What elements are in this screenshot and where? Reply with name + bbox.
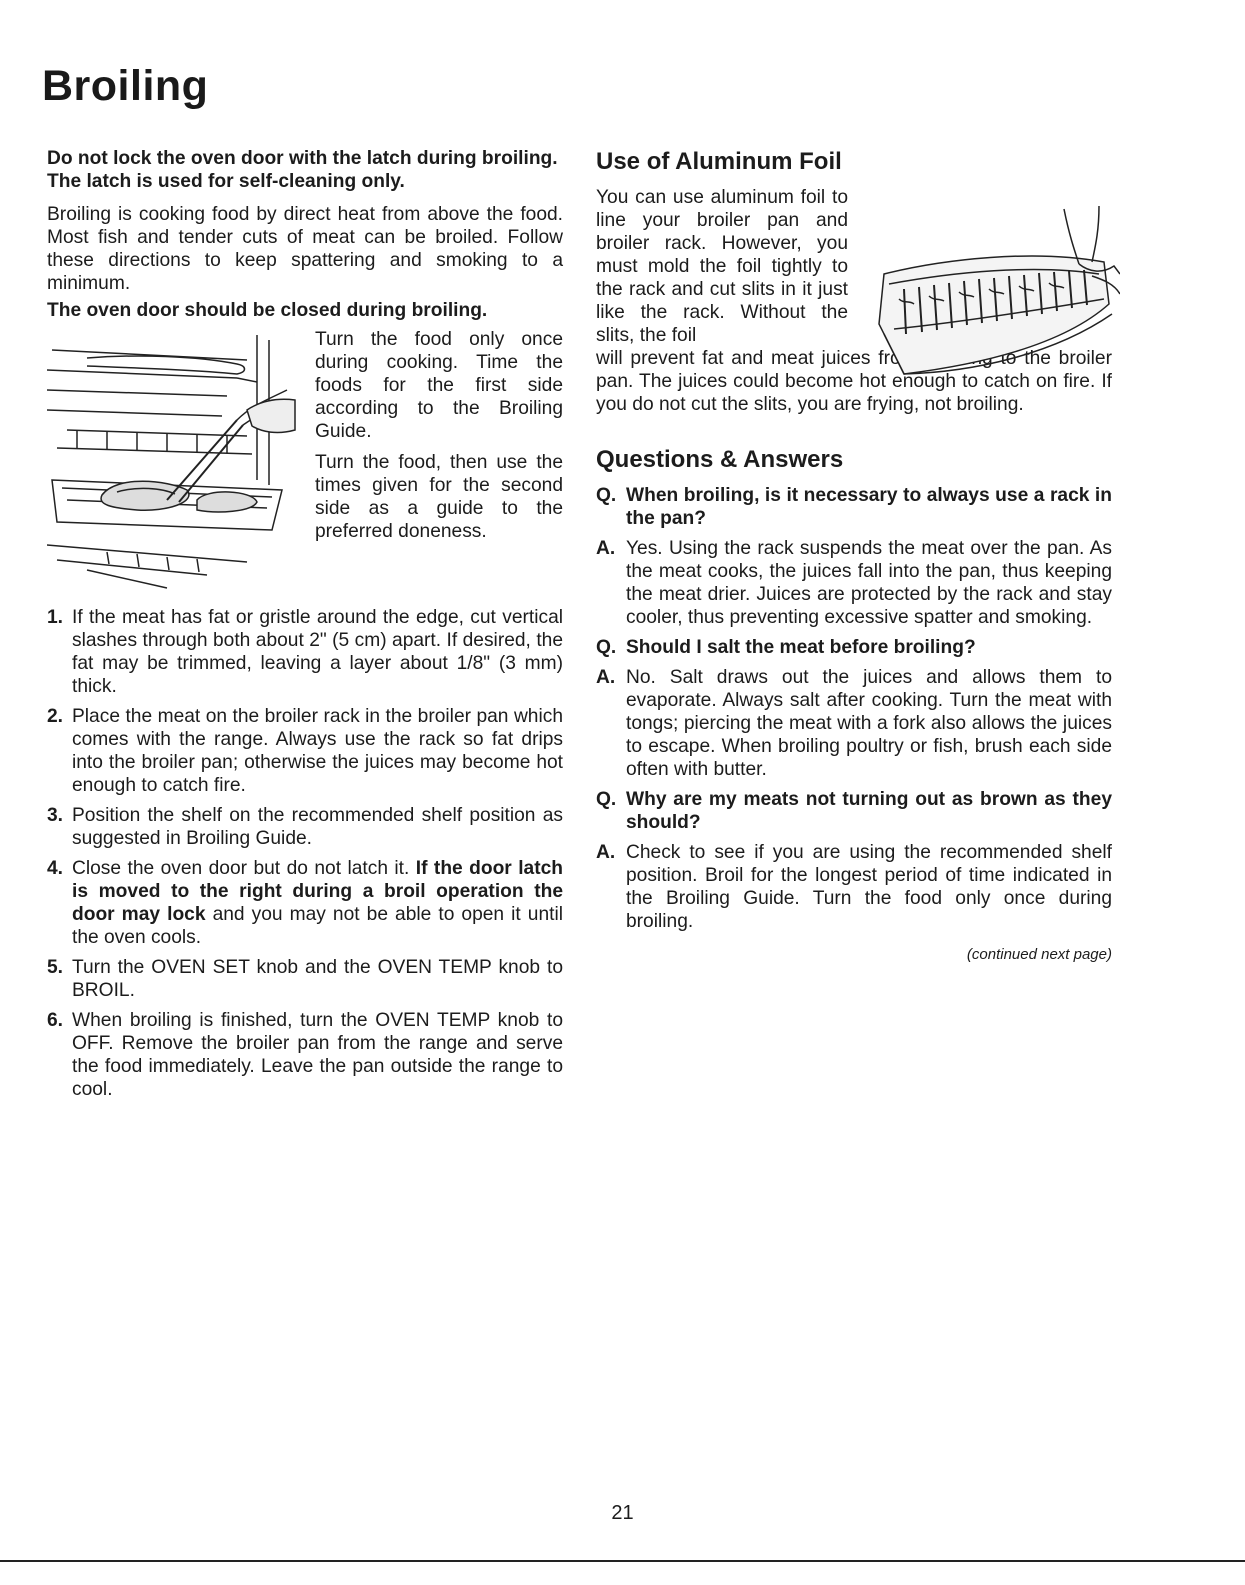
door-lock-warning: If the door latch is moved to the right during a broil operation the door may lock: [72, 858, 563, 925]
question-tag: Q.: [596, 637, 617, 658]
broiling-steps: [47, 606, 563, 1101]
answer-tag: A.: [596, 842, 616, 863]
step-text: Place the meat on the broiler rack in the broiler pan which comes with the range. Always use the rack so fat drips into the broiler pan; otherwise the juices may become hot enough to catch fire.: [72, 706, 563, 796]
answer-tag: A.: [596, 538, 616, 559]
list-item: [47, 857, 563, 949]
foil-broiler-pan-illustration: [864, 204, 1120, 384]
step-text: and you may not be able to open it until the oven cools.: [72, 904, 563, 948]
left-column: [47, 148, 563, 1108]
answer: [596, 841, 1112, 933]
answer-text: Yes. Using the rack suspends the meat over the pan. As the meat cooks, the juices fall into the pan, thus keeping the meat drier. Juices are protected by the rack and stay cooler, thus preventing excessive spatter and smoking.: [626, 538, 1112, 628]
foil-heading: Use of Aluminum Foil: [596, 148, 842, 175]
latch-warning: Do not lock the oven door with the latch during broiling. The latch is used for self-cleaning only.: [47, 148, 558, 192]
question-text: Why are my meats not turning out as brown as they should?: [626, 789, 1112, 833]
turn-food-paragraph: Turn the food, then use the times given for the second side as a guide to the preferred doneness.: [315, 452, 563, 542]
question-text: When broiling, is it necessary to always use a rack in the pan?: [626, 485, 1112, 529]
step-number: 5.: [47, 957, 64, 978]
list-item: [47, 606, 563, 698]
answer-text: Check to see if you are using the recommended shelf position. Broil for the longest period of time indicated in the Broiling Guide. Turn the food only once during broiling.: [626, 842, 1112, 932]
step-number: 2.: [47, 706, 64, 727]
step-text: If the meat has fat or gristle around the edge, cut vertical slashes through both about 2" (5 cm) apart. If desired, the fat may be trimmed, leaving a layer about 1/8" (3 mm) thick.: [72, 607, 563, 697]
list-item: [47, 956, 563, 1002]
answer-tag: A.: [596, 667, 616, 688]
right-column: [596, 148, 1112, 966]
step-text: Turn the OVEN SET knob and the OVEN TEMP knob to BROIL.: [72, 957, 563, 1001]
question-tag: Q.: [596, 485, 617, 506]
question: [596, 636, 1112, 659]
list-item: [47, 705, 563, 797]
step-text: When broiling is finished, turn the OVEN TEMP knob to OFF. Remove the broiler pan from the range and serve the food immediately. Leave the pan outside the range to cool.: [72, 1010, 563, 1100]
step-number: 4.: [47, 858, 64, 879]
foil-text-full: will prevent fat and meat juices from draining to the broiler pan. The juices could become hot enough to catch on fire. If you do not cut the slits, you are frying, not broiling.: [596, 348, 1112, 415]
page-title: Broiling: [42, 62, 209, 110]
turn-once-paragraph: Turn the food only once during cooking. Time the foods for the first side according to the Broiling Guide.: [315, 329, 563, 442]
question-text: Should I salt the meat before broiling?: [626, 637, 976, 658]
broiling-figure-row: [47, 328, 563, 598]
oven-broiling-illustration: [47, 330, 297, 592]
continued-note: (continued next page): [966, 946, 1112, 963]
figure-side-text: [315, 328, 563, 543]
answer: [596, 666, 1112, 781]
list-item: [47, 1009, 563, 1101]
step-number: 3.: [47, 805, 64, 826]
question: [596, 484, 1112, 530]
step-text: Position the shelf on the recommended shelf position as suggested in Broiling Guide.: [72, 805, 563, 849]
step-number: 6.: [47, 1010, 64, 1031]
foil-text-wrapped: You can use aluminum foil to line your broiler pan and broiler rack. However, you must mold the foil tightly to the rack and cut slits in it just like the rack. Without the slits, the foil: [596, 187, 848, 346]
answer: [596, 537, 1112, 629]
door-closed-note: The oven door should be closed during broiling.: [47, 300, 488, 321]
step-number: 1.: [47, 607, 64, 628]
foil-section: [596, 186, 1112, 416]
bottom-rule: [0, 1560, 1245, 1562]
question: [596, 788, 1112, 834]
qa-heading: Questions & Answers: [596, 446, 844, 473]
answer-text: No. Salt draws out the juices and allows them to evaporate. Always salt after cooking. Turn the meat with tongs; piercing the meat with a fork also allows the juices to escape. When broiling poultry or fish, brush each side often with butter.: [626, 667, 1112, 780]
list-item: [47, 804, 563, 850]
intro-paragraph: Broiling is cooking food by direct heat from above the food. Most fish and tender cuts of meat can be broiled. Follow these directions to keep spattering and smoking to a minimum.: [47, 204, 563, 294]
qa-section: [596, 446, 1112, 966]
question-tag: Q.: [596, 789, 617, 810]
page-number: 21: [611, 1502, 634, 1524]
step-text: Close the oven door but do not latch it.: [72, 858, 416, 879]
